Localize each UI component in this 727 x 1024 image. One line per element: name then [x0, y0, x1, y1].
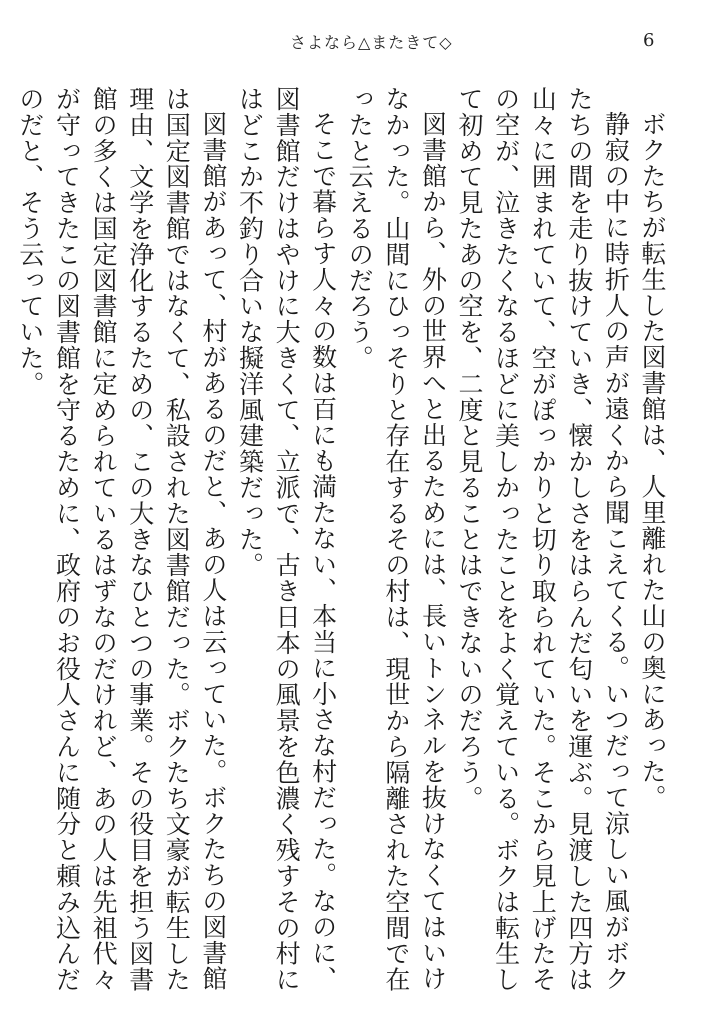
running-header-title: さよなら△またきて◇ [290, 33, 453, 52]
paragraph-1: ボクたちが転生した図書館は、人里離れた山の奥にあった。 [638, 111, 667, 811]
paragraph-5: 図書館があって、村があるのだと、あの人は云っていた。ボクたちの図書館は国定図書館ではなくて、私設された図書館だった。ボクたち文豪が転生した理由、文学を浄化するための、この大きなひとつの事業。その役目を担う図書館の多くは国定図書館に定められているはずなのだけれど、あの人は先祖代々が守ってきたこの図書館を守るために、政府のお役人さんに随分と頼み込んだのだと、そう云っていた。 [15, 86, 228, 993]
paragraph-2: 静寂の中に時折人の声が遠くから聞こえてくる。いつだって涼しい風がボクたちの間を走り抜けていき、懐かしさをはらんだ匂いを運ぶ。見渡した四方は山々に囲まれていて、空がぽっかりと切り取られていた。そこから見上げたその空が、泣きたくなるほどに美しかったことをよく覚えている。ボクは転生して初めて見たあの空を、二度と見ることはできないのだろう。 [455, 86, 631, 993]
vertical-body-text [15, 86, 670, 996]
paragraph-4: そこで暮らす人々の数は百にも満たない、本当に小さな村だった。なのに、図書館だけはやけに大きくて、立派で、古き日本の風景を色濃く残すその村にはどこか不釣り合いな擬洋風建築だった。 [235, 86, 338, 993]
paragraph-3: 図書館から、外の世界へと出るためには、長いトンネルを抜けなくてはいけなかった。山間にひっそりと存在するその村は、現世から隔離された空間で在ったと云えるのだろう。 [345, 86, 448, 993]
page-number: 6 [643, 30, 655, 51]
